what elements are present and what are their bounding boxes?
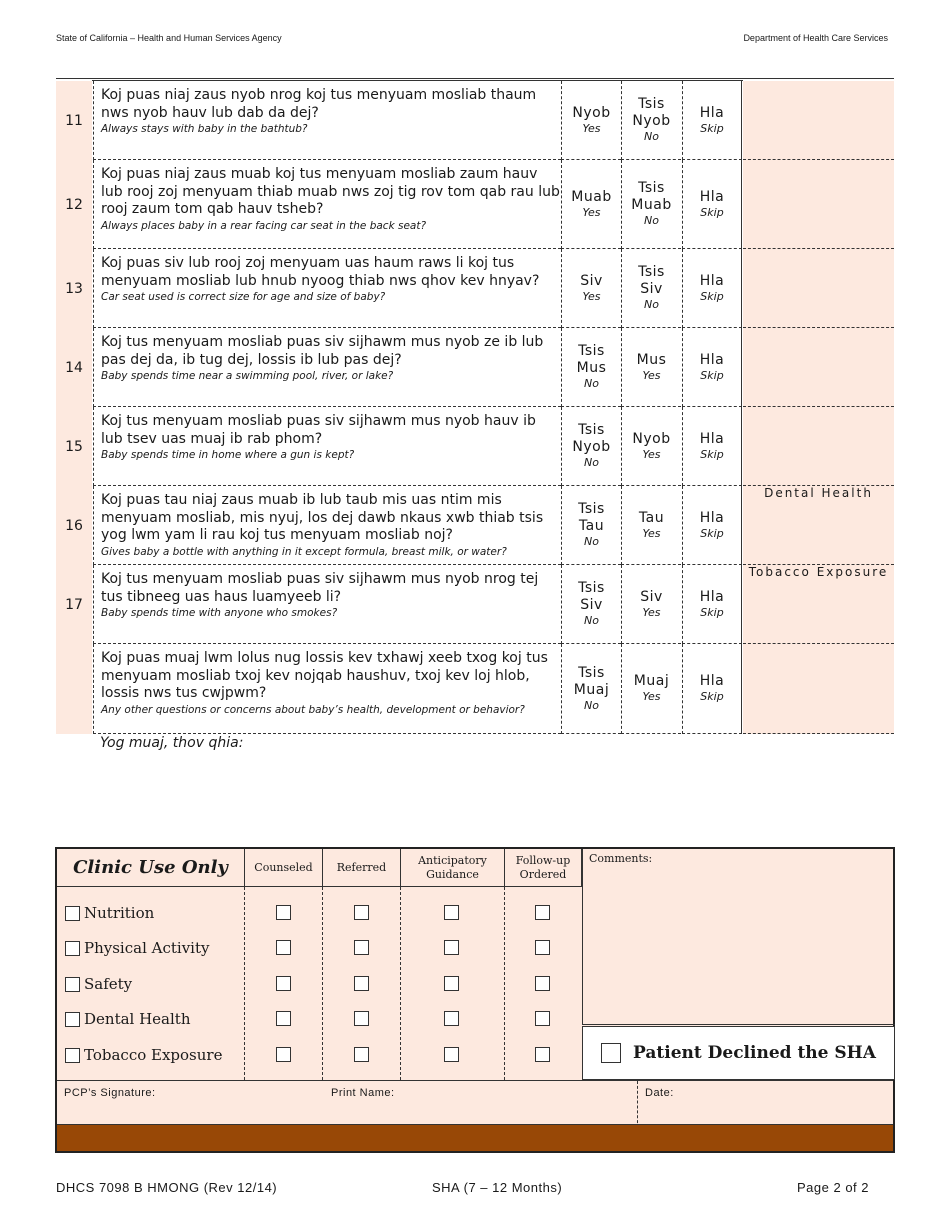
answer-hmong: Hla <box>699 272 725 289</box>
signature-row <box>57 1080 893 1127</box>
answer-option-2[interactable] <box>621 249 681 328</box>
question-number: 17 <box>56 565 92 644</box>
header-agency: State of California – Health and Human Services Agency <box>56 33 282 43</box>
question-row <box>56 328 894 407</box>
answer-english: No <box>584 377 599 390</box>
question-text <box>93 160 561 249</box>
clinic-row-tobacco-exposure <box>65 1046 222 1064</box>
question-english: Any other questions or concerns about baby’s health, development or behavior? <box>101 703 525 716</box>
question-row <box>56 644 894 734</box>
question-hmong: Koj puas muaj lwm lolus nug lossis kev txhawj xeeb txog koj tus menyuam mosliab txoj kev nojqab haushuv, txoj kev loj hlob, lossis nws tus cwjpwm? <box>101 650 548 701</box>
topic-label: Tobacco Exposure <box>748 565 889 579</box>
question-text <box>93 81 561 160</box>
footer-form-id: DHCS 7098 B HMONG (Rev 12/14) <box>56 1180 278 1195</box>
question-text <box>93 328 561 407</box>
answer-english: No <box>644 298 659 311</box>
topic-side-cell <box>743 644 894 734</box>
answer-option-skip[interactable] <box>682 644 742 734</box>
answer-hmong: Tsis Muab <box>631 180 672 213</box>
follow-up-ordered-checkbox[interactable] <box>535 1047 550 1062</box>
answer-option-1[interactable] <box>561 328 621 407</box>
answer-hmong: Tsis Tau <box>578 501 605 534</box>
answer-option-1[interactable] <box>561 565 621 644</box>
topic-side-cell <box>743 486 894 565</box>
patient-declined-box <box>582 1026 895 1080</box>
answer-hmong: Tsis Siv <box>578 580 605 613</box>
question-row <box>56 249 894 328</box>
answer-english: Yes <box>642 368 661 382</box>
answer-english: Skip <box>700 121 724 135</box>
footer-sha: SHA (7 – 12 Months) <box>432 1180 563 1195</box>
answer-option-2[interactable] <box>621 565 681 644</box>
grid-divider <box>322 887 323 1080</box>
topic-checkbox[interactable] <box>65 941 80 956</box>
comments-label: Comments: <box>589 852 653 865</box>
grid-divider <box>504 887 505 1080</box>
answer-option-skip[interactable] <box>682 565 742 644</box>
answer-english: Skip <box>700 605 724 619</box>
answer-english: No <box>584 614 599 627</box>
answer-option-skip[interactable] <box>682 160 742 249</box>
topic-checkbox[interactable] <box>65 1012 80 1027</box>
answer-option-2[interactable] <box>621 328 681 407</box>
answer-english: No <box>644 130 659 143</box>
answer-hmong: Tsis Muaj <box>573 664 610 698</box>
answer-english: Yes <box>642 690 661 703</box>
anticipatory-guidance-checkbox[interactable] <box>444 940 459 955</box>
question-text <box>93 249 561 328</box>
answer-option-1[interactable] <box>561 407 621 486</box>
answer-hmong: Muaj <box>633 673 670 689</box>
question-hmong: Koj tus menyuam mosliab puas siv sijhawm mus nyob hauv ib lub tsev uas muaj ib rab phom? <box>101 413 536 447</box>
clinic-row-label: Tobacco Exposure <box>84 1046 223 1064</box>
topic-label: Dental Health <box>764 486 873 500</box>
col-anticipatory-guidance: Anticipatory Guidance <box>401 849 505 887</box>
answer-option-2[interactable] <box>621 407 681 486</box>
question-row <box>56 565 894 644</box>
referred-checkbox[interactable] <box>354 1011 369 1026</box>
answer-option-skip[interactable] <box>682 328 742 407</box>
answer-option-1[interactable] <box>561 249 621 328</box>
topic-checkbox[interactable] <box>65 1048 80 1063</box>
clinic-row-label: Dental Health <box>84 1010 191 1028</box>
col-referred: Referred <box>323 849 401 887</box>
question-row <box>56 407 894 486</box>
question-hmong: Koj puas tau niaj zaus muab ib lub taub mis uas ntim mis menyuam mosliab, mis nyuj, los dej dawb nkaus xwb thiab tsis yog lwm yam li rau koj tus menyuam mosliab noj? <box>101 492 544 543</box>
answer-option-skip[interactable] <box>682 486 742 565</box>
question-text <box>93 486 561 565</box>
answer-english: No <box>584 456 599 469</box>
referred-checkbox[interactable] <box>354 940 369 955</box>
follow-up-ordered-checkbox[interactable] <box>535 940 550 955</box>
answer-english: Yes <box>642 526 661 540</box>
referred-checkbox[interactable] <box>354 1047 369 1062</box>
question-number: 12 <box>56 160 92 249</box>
question-hmong: Koj tus menyuam mosliab puas siv sijhawm mus nyob ze ib lub pas dej da, ib tug dej, lossis ib lub pas dej? <box>101 334 544 368</box>
counseled-checkbox[interactable] <box>276 1011 291 1026</box>
anticipatory-guidance-checkbox[interactable] <box>444 1047 459 1062</box>
answer-hmong: Tsis Mus <box>576 343 607 376</box>
question-english: Baby spends time near a swimming pool, river, or lake? <box>101 370 394 382</box>
if-yes-explain-label: Yog muaj, thov qhia: <box>100 735 244 751</box>
question-english: Baby spends time with anyone who smokes? <box>101 607 338 619</box>
header-department: Department of Health Care Services <box>743 33 888 43</box>
answer-hmong: Hla <box>699 351 725 368</box>
answer-hmong: Hla <box>699 104 725 121</box>
patient-declined-checkbox[interactable] <box>601 1043 621 1063</box>
answer-option-2[interactable] <box>621 644 681 734</box>
answer-option-skip[interactable] <box>682 249 742 328</box>
referred-checkbox[interactable] <box>354 976 369 991</box>
question-number: 11 <box>56 81 92 160</box>
header-divider <box>56 78 894 79</box>
answer-english: Skip <box>700 526 724 540</box>
answer-hmong: Nyob <box>632 430 671 447</box>
answer-option-1[interactable] <box>561 160 621 249</box>
pcp-signature-label: PCP’s Signature: <box>64 1087 156 1099</box>
answer-hmong: Hla <box>699 430 725 447</box>
answer-english: Yes <box>582 121 601 135</box>
answer-english: Skip <box>700 447 724 461</box>
question-english: Always places baby in a rear facing car seat in the back seat? <box>101 219 427 232</box>
answer-hmong: Tsis Nyob <box>572 422 611 455</box>
answer-hmong: Mus <box>636 351 667 368</box>
answer-option-2[interactable] <box>621 486 681 565</box>
counseled-checkbox[interactable] <box>276 905 291 920</box>
question-english: Car seat used is correct size for age and size of baby? <box>101 291 386 303</box>
answer-hmong: Hla <box>699 588 725 605</box>
date-label: Date: <box>645 1087 674 1099</box>
answer-hmong: Tsis Nyob <box>632 96 671 129</box>
signature-divider <box>637 1081 638 1128</box>
col-follow-up-ordered: Follow-up Ordered <box>505 849 582 887</box>
answer-option-1[interactable] <box>561 644 621 734</box>
referred-checkbox[interactable] <box>354 905 369 920</box>
footer-page-number: Page 2 of 2 <box>797 1180 869 1195</box>
clinic-grid <box>57 849 582 1080</box>
follow-up-ordered-checkbox[interactable] <box>535 976 550 991</box>
question-row <box>56 81 894 160</box>
answer-english: Yes <box>582 289 601 303</box>
question-text <box>93 644 561 734</box>
question-row <box>56 160 894 249</box>
question-text <box>93 565 561 644</box>
question-number <box>56 644 92 734</box>
question-number: 13 <box>56 249 92 328</box>
answer-option-skip[interactable] <box>682 81 742 160</box>
answer-option-1[interactable] <box>561 486 621 565</box>
answer-english: Skip <box>700 289 724 303</box>
anticipatory-guidance-checkbox[interactable] <box>444 1011 459 1026</box>
counseled-checkbox[interactable] <box>276 1047 291 1062</box>
topic-side-cell <box>743 407 894 486</box>
answer-hmong: Siv <box>640 588 663 605</box>
topic-side-cell <box>743 160 894 249</box>
answer-option-2[interactable] <box>621 81 681 160</box>
print-name-label: Print Name: <box>331 1087 395 1099</box>
answer-english: Yes <box>642 605 661 619</box>
grid-divider <box>244 887 245 1080</box>
answer-hmong: Tsis Siv <box>638 264 665 297</box>
answer-hmong: Siv <box>580 272 603 289</box>
topic-side-cell <box>743 565 894 644</box>
anticipatory-guidance-checkbox[interactable] <box>444 976 459 991</box>
col-counseled: Counseled <box>245 849 323 887</box>
answer-hmong: Hla <box>699 509 725 526</box>
grid-divider <box>400 887 401 1080</box>
topic-side-cell <box>743 81 894 160</box>
anticipatory-guidance-checkbox[interactable] <box>444 905 459 920</box>
question-hmong: Koj tus menyuam mosliab puas siv sijhawm mus nyob nrog tej tus tibneeg uas haus luamyeeb li? <box>101 571 539 605</box>
topic-checkbox[interactable] <box>65 977 80 992</box>
clinic-row-label: Nutrition <box>84 904 155 922</box>
clinic-row-label: Physical Activity <box>84 939 210 957</box>
follow-up-ordered-checkbox[interactable] <box>535 1011 550 1026</box>
question-number: 14 <box>56 328 92 407</box>
question-text <box>93 407 561 486</box>
patient-declined-label: Patient Declined the SHA <box>633 1043 876 1063</box>
answer-english: Skip <box>700 690 724 703</box>
answer-hmong: Muab <box>571 188 612 205</box>
answer-option-skip[interactable] <box>682 407 742 486</box>
question-hmong: Koj puas niaj zaus muab koj tus menyuam mosliab zaum hauv lub rooj zoj menyuam thiab muab nws zoj tig rov tom qab rau lub rooj zaum tom qab hauv tsheb? <box>101 166 560 217</box>
topic-checkbox[interactable] <box>65 906 80 921</box>
answer-hmong: Nyob <box>572 104 611 121</box>
clinic-row-nutrition <box>65 904 154 922</box>
answer-hmong: Hla <box>699 673 725 689</box>
clinic-row-dental-health <box>65 1010 191 1028</box>
counseled-checkbox[interactable] <box>276 940 291 955</box>
clinic-title: Clinic Use Only <box>57 849 245 887</box>
answer-english: No <box>584 535 599 548</box>
question-row <box>56 486 894 565</box>
question-english: Gives baby a bottle with anything in it except formula, breast milk, or water? <box>101 545 507 558</box>
question-english: Baby spends time in home where a gun is kept? <box>101 449 355 461</box>
comments-box[interactable] <box>582 849 895 1025</box>
question-number: 16 <box>56 486 92 565</box>
footer-color-band <box>57 1124 893 1151</box>
answer-hmong: Hla <box>699 188 725 205</box>
clinic-row-label: Safety <box>84 975 133 993</box>
topic-side-cell <box>743 249 894 328</box>
answer-english: Skip <box>700 205 724 219</box>
answer-english: No <box>584 698 599 712</box>
clinic-row-physical-activity <box>65 939 209 957</box>
answer-hmong: Tau <box>638 509 665 526</box>
answer-english: Skip <box>700 368 724 382</box>
answer-english: No <box>644 214 659 227</box>
answer-option-1[interactable] <box>561 81 621 160</box>
answer-english: Yes <box>582 205 601 219</box>
follow-up-ordered-checkbox[interactable] <box>535 905 550 920</box>
clinic-row-safety <box>65 975 132 993</box>
answer-english: Yes <box>642 447 661 461</box>
counseled-checkbox[interactable] <box>276 976 291 991</box>
question-english: Always stays with baby in the bathtub? <box>101 123 308 135</box>
question-hmong: Koj puas siv lub rooj zoj menyuam uas haum raws li koj tus menyuam mosliab lub hnub nyoog thiab nws qhov kev hnyav? <box>101 255 540 289</box>
question-number: 15 <box>56 407 92 486</box>
question-hmong: Koj puas niaj zaus nyob nrog koj tus menyuam mosliab thaum nws nyob hauv lub dab da dej? <box>101 87 537 121</box>
topic-side-cell <box>743 328 894 407</box>
clinic-use-box <box>55 847 895 1153</box>
answer-option-2[interactable] <box>621 160 681 249</box>
